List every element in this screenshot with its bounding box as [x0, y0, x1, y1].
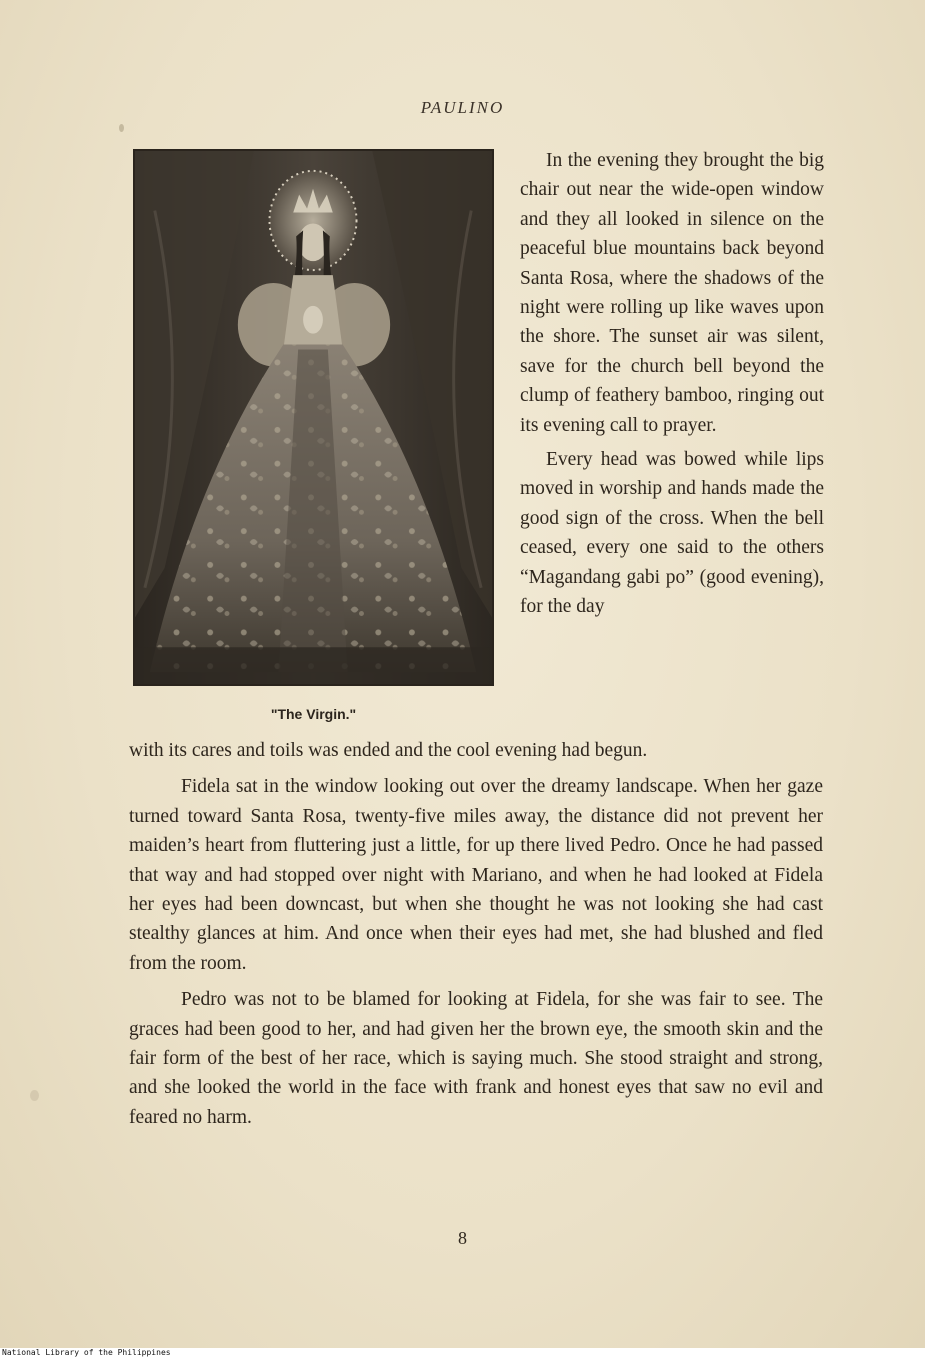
paper-speck	[119, 124, 124, 132]
footer-bar	[0, 1348, 925, 1358]
virgin-statue-photograph	[133, 149, 494, 686]
column-text	[520, 146, 824, 622]
paragraph: Fidela sat in the window looking out over the dreamy landscape. When her gaze turned toward Santa Rosa, twenty-five miles away, the distance did not prevent her maiden’s heart from fluttering just a little, for up there lived Pedro. Once he had passed that way and had stopped over night with Mariano, and when he had looked at Fidela her eyes had been downcast, but when she thought he was not looking she had cast stealthy glances at him. And once when their eyes had met, she had blushed and fled from the room.	[129, 776, 823, 974]
paragraph-continuation: with its cares and toils was ended and the cool evening had begun.	[129, 740, 648, 761]
library-watermark: National Library of the Philippines	[2, 1348, 171, 1357]
body-text	[129, 736, 823, 1132]
paragraph: Pedro was not to be blamed for looking at Fidela, for she was fair to see. The graces had been good to her, and had given her the brown eye, the smooth skin and the fair form of the best of her race, which is saying much. She stood straight and strong, and she looked the world in the face with frank and honest eyes that saw no evil and feared no harm.	[129, 989, 823, 1128]
figure-caption: "The Virgin."	[270, 706, 357, 722]
paragraph: Every head was bowed while lips moved in worship and hands made the good sign of the cross. When the bell ceased, every one said to the others “Magandang gabi po” (good evening), for the day	[520, 449, 824, 618]
paragraph: In the evening they brought the big chair out near the wide-open window and they all looked in silence on the peaceful blue mountains back beyond Santa Rosa, where the shadows of the night were rolling up like waves upon the shore. The sunset air was silent, save for the church bell beyond the clump of feathery bamboo, ringing out its evening call to prayer.	[520, 150, 824, 436]
virgin-statue-icon	[135, 151, 492, 684]
page-number: 8	[458, 1228, 467, 1248]
running-title: PAULINO	[420, 98, 505, 117]
paper-speck	[30, 1090, 39, 1101]
